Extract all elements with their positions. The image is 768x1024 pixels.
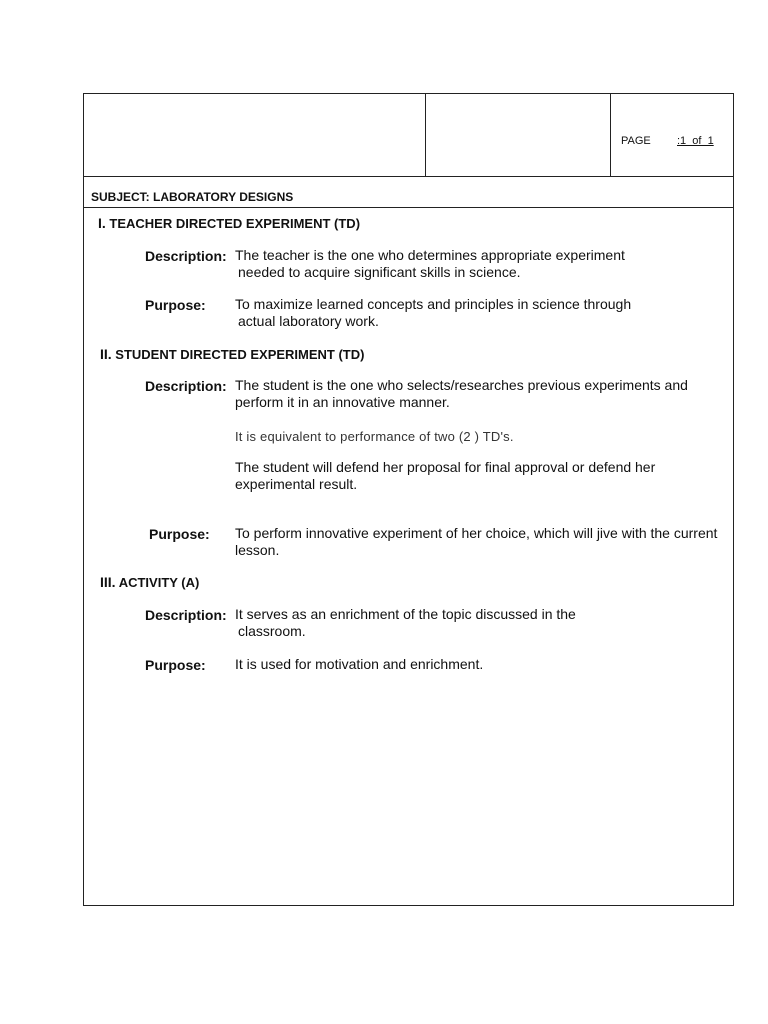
header-row (84, 94, 733, 177)
section-2-purpose-line1: To perform innovative experiment of her choice, which will jive with the current (235, 525, 718, 541)
page-number: :1 of 1 (677, 135, 714, 147)
section-2-purpose-line2: lesson. (235, 542, 280, 558)
header-divider-1 (425, 94, 426, 176)
section-2-number: II. (100, 346, 112, 362)
section-3-description-line2: classroom. (238, 623, 306, 639)
section-2-heading (100, 346, 364, 362)
section-3-description-line1: It serves as an enrichment of the topic discussed in the (235, 606, 576, 622)
section-3-heading (100, 574, 199, 590)
section-3-purpose (235, 656, 483, 673)
section-1-heading (98, 215, 360, 231)
section-2-note: It is equivalent to performance of two (2 ) TD's. (235, 429, 514, 444)
section-1-purpose-line1: To maximize learned concepts and principles in science through (235, 296, 632, 312)
section-2-purpose (235, 525, 717, 559)
section-2-title: STUDENT DIRECTED EXPERIMENT (TD) (115, 347, 365, 362)
section-1-description (235, 247, 625, 281)
section-2-description-line2: perform it in an innovative manner. (235, 394, 450, 410)
section-2-defend-line2: experimental result. (235, 476, 358, 492)
section-3-purpose-label: Purpose: (145, 657, 206, 673)
section-2-description-label: Description: (145, 378, 227, 394)
section-3-purpose-line1: It is used for motivation and enrichment. (235, 656, 484, 672)
subject-title: SUBJECT: LABORATORY DESIGNS (91, 190, 294, 204)
subject-row (84, 177, 733, 208)
section-3-title: ACTIVITY (A) (118, 575, 200, 590)
section-3-description-label: Description: (145, 607, 227, 623)
section-1-purpose-label: Purpose: (145, 297, 206, 313)
section-1-title: TEACHER DIRECTED EXPERIMENT (TD) (109, 216, 361, 231)
section-1-description-line1: The teacher is the one who determines appropriate experiment (235, 247, 625, 263)
header-divider-2 (610, 94, 611, 176)
section-2-description (235, 377, 688, 411)
section-2-description-line1: The student is the one who selects/researches previous experiments and (235, 377, 688, 393)
page-label: PAGE (621, 135, 651, 147)
section-2-defend (235, 459, 655, 493)
section-1-description-label: Description: (145, 248, 227, 264)
section-1-purpose (235, 296, 631, 330)
section-1-number: I. (98, 215, 106, 231)
section-3-description (235, 606, 576, 640)
section-3-number: III. (100, 574, 116, 590)
section-1-purpose-line2: actual laboratory work. (238, 313, 379, 329)
section-2-purpose-label: Purpose: (149, 526, 210, 542)
section-1-description-line2: needed to acquire significant skills in science. (238, 264, 521, 280)
section-2-defend-line1: The student will defend her proposal for final approval or defend her (235, 459, 656, 475)
document-frame (83, 93, 734, 906)
